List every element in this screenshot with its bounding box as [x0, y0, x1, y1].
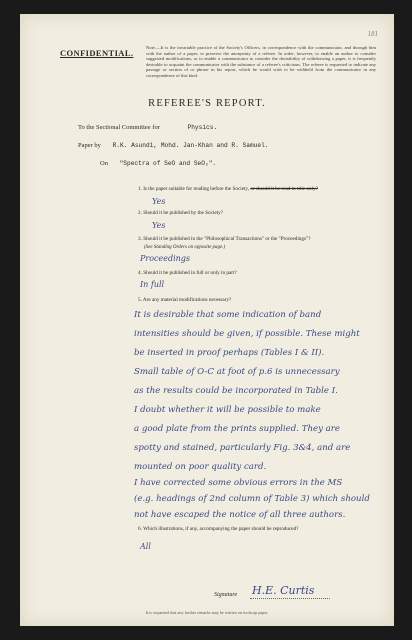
confidentiality-note: Note.—It is the invariable practice of the Society's Officers, in correspondence with the communicator, and through him with the author of a paper, to preserve the anonymity of a referee. In order, however, to enable an author to consider suggested modifications, or to enable a communicator to consider the desirability of withdrawing a paper, it is frequently desirable to acquaint the communicator with the substance of a referee's criticisms. The referee is requested to indicate any passage or section of or phrase in his report, which he would wish to be withheld from the communicator in any correspondence of this kind. [146, 45, 376, 78]
report-line: not have escaped the notice of all three authors. [134, 510, 346, 520]
footer-note: It is requested that any further remarks may be written on foolscap paper. [145, 610, 269, 615]
question-4: 4. Should it be published in full or only in part? [138, 270, 237, 276]
question-1: 1. Is the paper suitable for reading before the Society, or should it be read in title only? [138, 186, 318, 192]
report-line: Small table of O-C at foot of p.6 is unnecessary [134, 367, 340, 377]
committee-row [78, 124, 217, 131]
paper-title: "Spectra of SeO and SeO₂". [119, 160, 217, 167]
report-line: I doubt whether it will be possible to make [134, 405, 321, 415]
question-6: 6. Which illustrations, if any, accompanying the paper should be reproduced? [138, 526, 299, 532]
answer-4: In full [140, 280, 165, 289]
answer-6: All [140, 542, 151, 551]
paper-label: Paper by [78, 142, 101, 149]
signature-label: Signature [214, 592, 238, 598]
question-5: 5. Are any material modifications necessary? [138, 297, 232, 303]
answer-2: Yes [152, 221, 166, 230]
report-line: (e.g. headings of 2nd column of Table 3) which should [134, 494, 370, 504]
on-row [100, 160, 216, 167]
committee-value: Physics. [187, 124, 218, 131]
committee-label: To the Sectional Committee for [78, 124, 160, 131]
confidential-heading: CONFIDENTIAL. [60, 48, 134, 58]
report-title: REFEREE'S REPORT. [148, 98, 266, 109]
answer-3: Proceedings [140, 254, 191, 263]
report-line: spotty and stained, particularly Fig. 3&4, and are [134, 443, 351, 453]
report-line: It is desirable that some indication of band [134, 310, 322, 320]
question-2: 2. Should it be published by the Society? [138, 210, 224, 216]
paper-row [78, 142, 269, 149]
report-line: as the results could be incorporated in Table I. [134, 386, 338, 396]
report-line: mounted on poor quality card. [134, 462, 267, 472]
question-3: 3. Should it be published in the "Philosophical Transactions" or the "Proceedings"? [138, 236, 311, 242]
page-number: 181 [367, 30, 378, 38]
paper-authors: R.K. Asundi, Mohd. Jan-Khan and R. Samuel. [112, 142, 269, 149]
report-line: a good plate from the prints supplied. They are [134, 424, 340, 434]
question-1-struck: or should it be read in title only? [250, 186, 318, 192]
report-line: intensities should be given, if possible. These might [134, 329, 360, 339]
referee-report-sheet [20, 14, 394, 626]
signature-line [250, 598, 330, 599]
on-label: On [100, 160, 108, 167]
report-line: be inserted in proof perhaps (Tables I & II). [134, 348, 325, 358]
signature: H.E. Curtis [252, 584, 315, 597]
question-3-subnote: (See Standing Orders on opposite page.) [144, 245, 226, 250]
answer-1: Yes [152, 197, 166, 206]
report-line: I have corrected some obvious errors in the MS [134, 478, 343, 488]
